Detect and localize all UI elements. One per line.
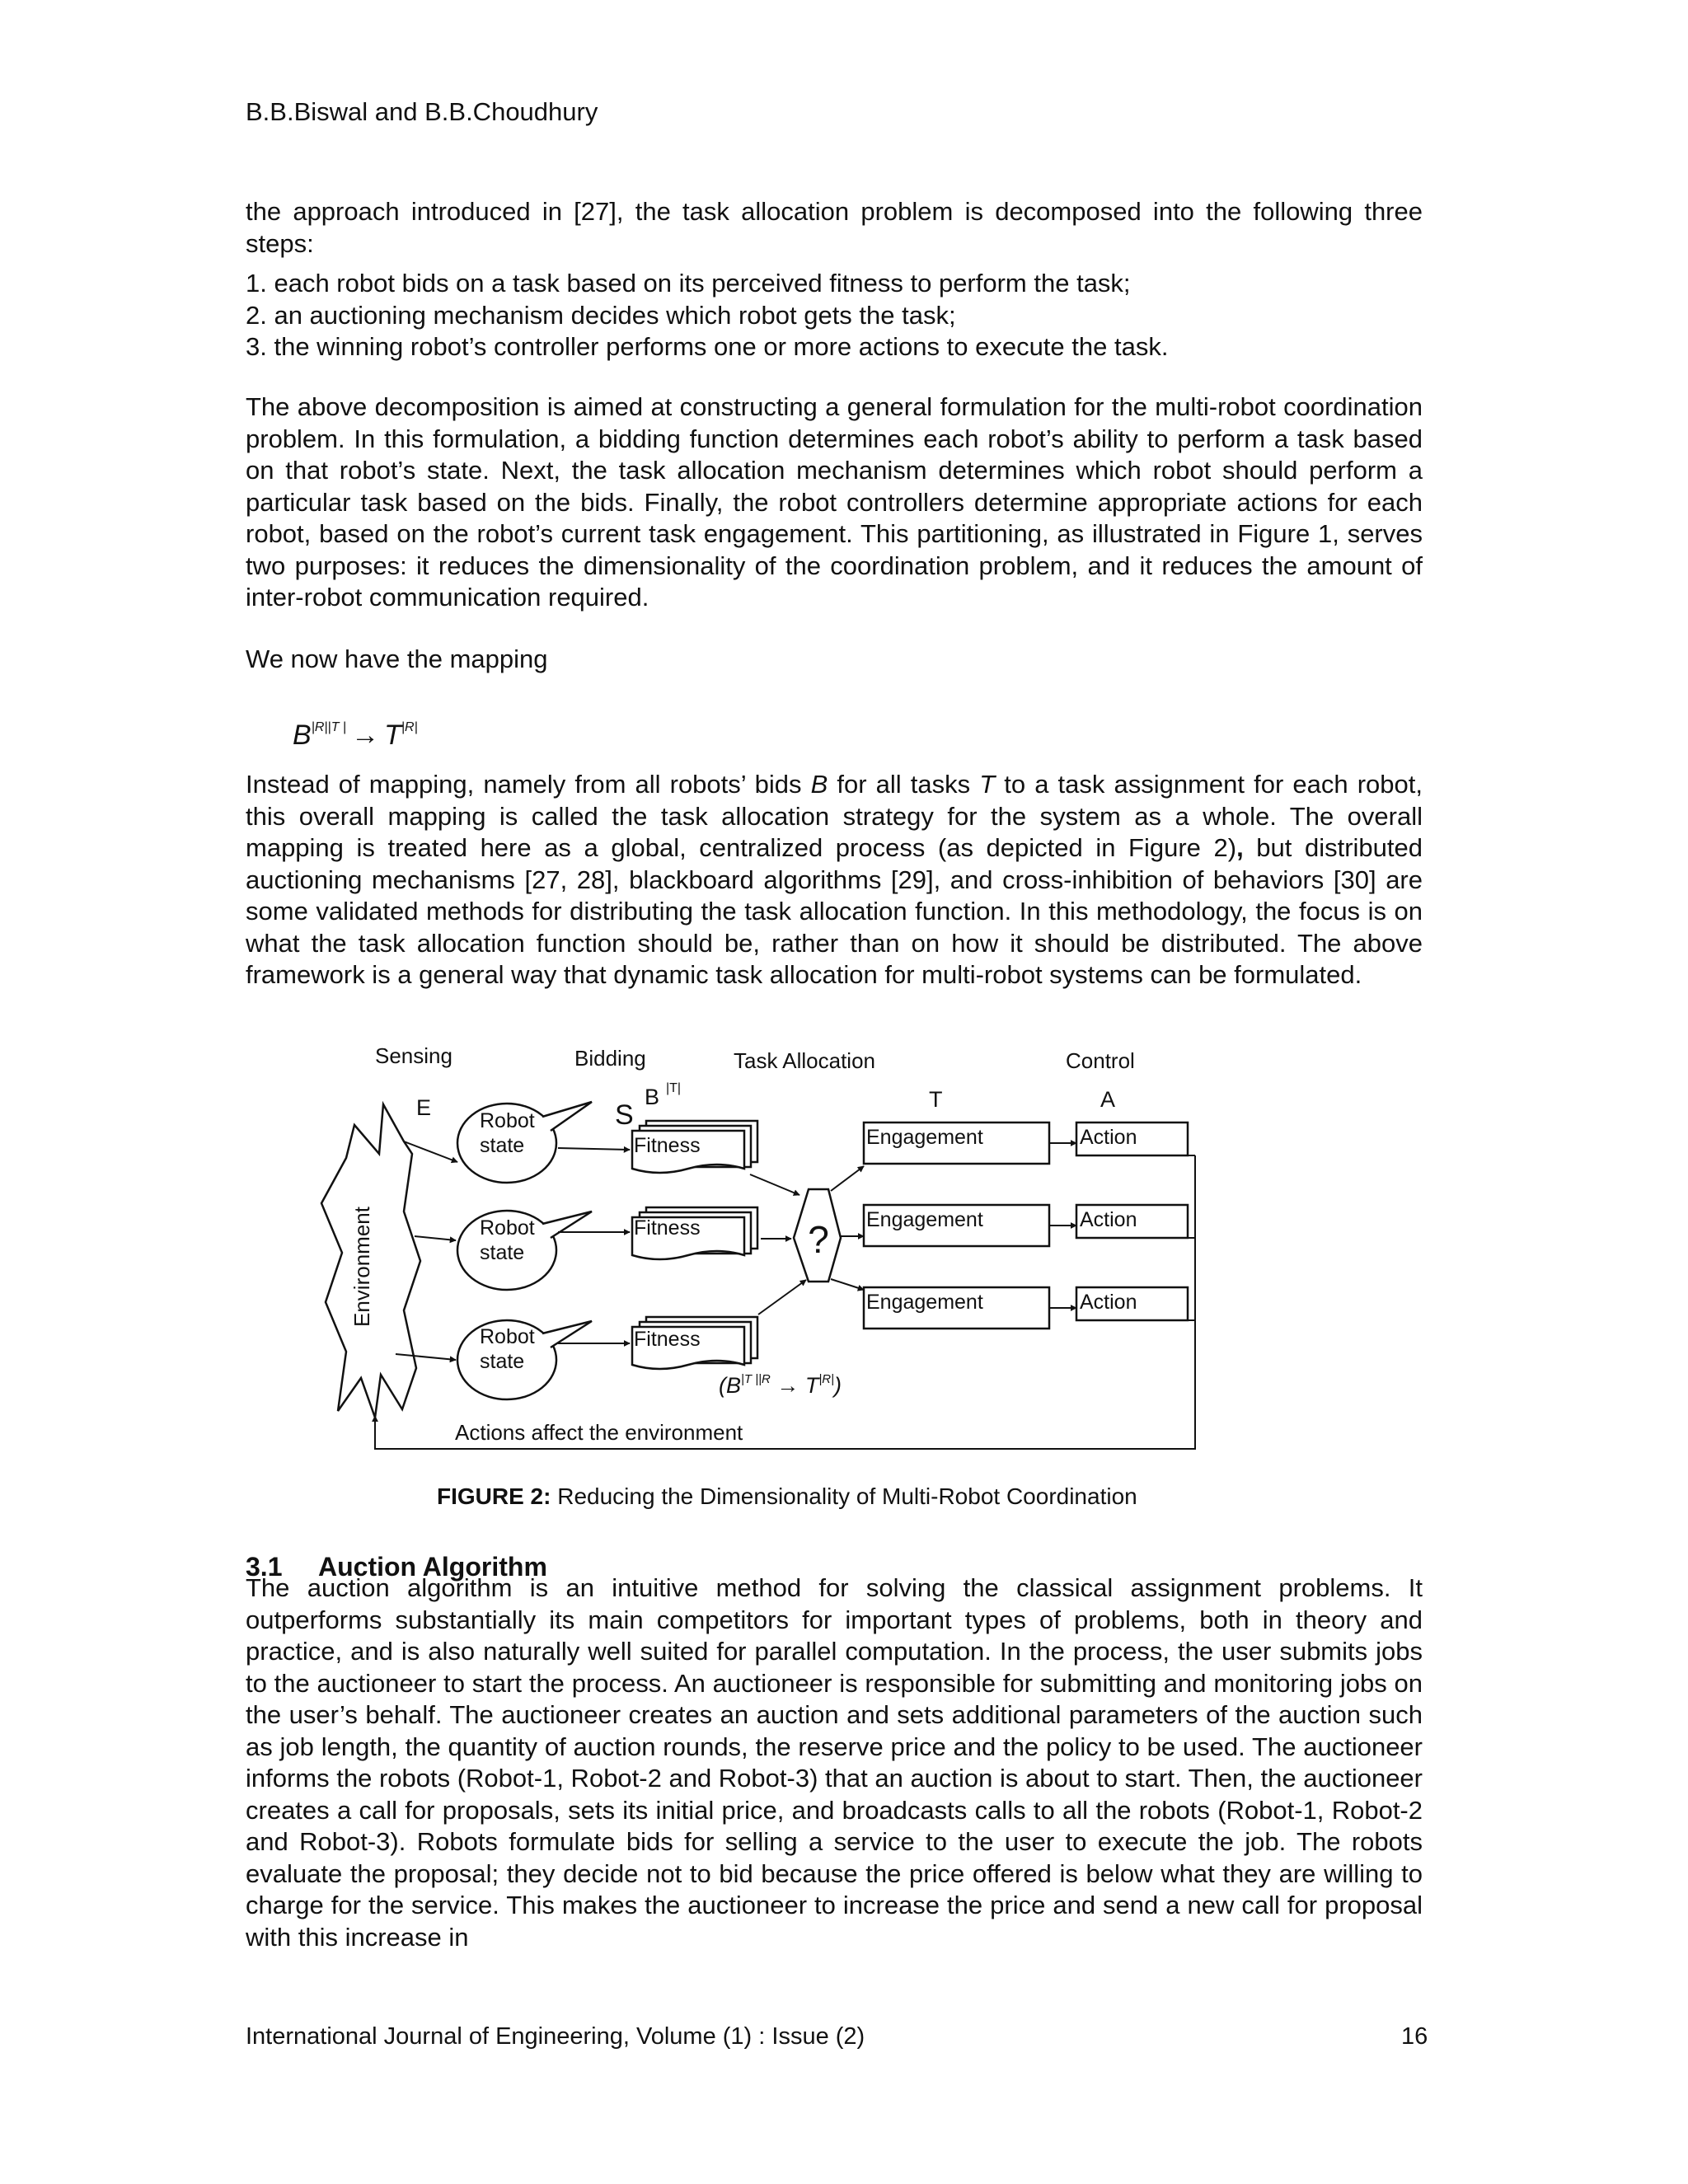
fitness-label: Fitness <box>634 1216 701 1240</box>
col-bidding: Bidding <box>574 1046 646 1071</box>
col-control: Control <box>1066 1048 1135 1073</box>
robot-label: Robot <box>480 1325 535 1348</box>
formula-base-sup: |R||T | <box>311 720 347 734</box>
environment-label: Environment <box>349 1207 374 1327</box>
page-number: 16 <box>1401 2023 1428 2050</box>
text-run-bold: , <box>1236 833 1244 862</box>
formula-target: T <box>384 719 401 751</box>
fitness-stack <box>632 1207 757 1259</box>
mapping-open: (B <box>719 1373 741 1398</box>
task-allocator <box>794 1189 841 1282</box>
col-sensing: Sensing <box>375 1043 452 1068</box>
state-label: state <box>480 1350 525 1373</box>
mapping-close: ) <box>834 1373 842 1398</box>
arrow-allocator-engagement <box>831 1166 864 1191</box>
question-mark: ? <box>808 1218 829 1261</box>
col-task-allocation: Task Allocation <box>734 1048 875 1073</box>
fitness-stack <box>632 1317 757 1369</box>
fitness-label: Fitness <box>634 1328 701 1351</box>
caption-text: Reducing the Dimensionality of Multi-Robot Coordination <box>551 1483 1137 1509</box>
robot-state-bubble <box>457 1102 592 1183</box>
action-label: Action <box>1080 1208 1137 1231</box>
mapping-arrow: → T <box>770 1373 819 1398</box>
formula-base: B <box>293 719 312 751</box>
formula-target-sup: |R| <box>401 720 418 734</box>
arrow-fitness-allocator <box>758 1280 806 1315</box>
step-item: 1. each robot bids on a task based on its perceived fitness to perform the task; <box>246 269 1131 298</box>
action-label: Action <box>1080 1126 1137 1149</box>
letter-t: T <box>929 1087 943 1112</box>
text-run: for all tasks <box>828 770 980 799</box>
robot-label: Robot <box>480 1216 535 1240</box>
engagement-label: Engagement <box>866 1208 983 1231</box>
text-run: to a task assignment for each robot, this overall mapping is called the task allocation strategy for the system as a whole. The overall mapping is treated here as a global, centralized process (as depicted in Figure 2) <box>246 770 1423 862</box>
state-label: state <box>480 1241 525 1264</box>
mapping-sup: |R| <box>818 1372 834 1386</box>
arrow-env-robot <box>415 1236 456 1240</box>
robot-state-bubble <box>457 1211 592 1290</box>
engagement-label: Engagement <box>866 1126 983 1149</box>
letter-s: S <box>615 1099 634 1131</box>
feedback-label: Actions affect the environment <box>455 1420 743 1445</box>
intro-paragraph: the approach introduced in [27], the task allocation problem is decomposed into the following three steps: <box>246 197 1423 258</box>
arrow-fitness-allocator <box>750 1174 799 1195</box>
caption-label: FIGURE 2: <box>437 1483 551 1509</box>
arrow-allocator-engagement <box>831 1279 864 1290</box>
step-item: 2. an auctioning mechanism decides which robot gets the task; <box>246 300 956 330</box>
text-run: Instead of mapping, namely from all robots’ bids <box>246 770 811 799</box>
section-body: The auction algorithm is an intuitive method for solving the classical assignment problems. It outperforms substantially its main competitors for important types of problems, both in theory and practice, and is also naturally well suited for parallel computation. In the process, the user submits jobs to the auctioneer to start the process. An auctioneer is responsible for submitting and monitoring jobs on the user’s behalf. The auctioneer creates an auction and sets additional parameters of the auction such as job length, the quantity of auction rounds, the reserve price and the policy to be used. The auctioneer informs the robots (Robot-1, Robot-2 and Robot-3) that an auction is about to start. Then, the auctioneer creates a call for proposals, sets its initial price, and broadcasts calls to all the robots (Robot-1, Robot-2 and Robot-3). Robots formulate bids for selling a service to the user to execute the job. The robots evaluate the proposal; they decide not to bid because the price offered is below what they are willing to charge for the service. This makes the auctioneer to increase the price and send a new call for proposal with this increase in <box>246 1573 1423 1952</box>
text-run: but distributed auctioning mechanisms [27, 28], blackboard algorithms [29], and cross-inhibition of behaviors [30] are some validated methods for distributing the task allocation function. In this methodology, the focus is on what the task allocation function should be, rather than on how it should be distributed. The above framework is a general way that dynamic task allocation for multi-robot systems can be formulated. <box>246 833 1423 989</box>
letter-a: A <box>1100 1087 1116 1112</box>
feedback-loop <box>375 1155 1195 1449</box>
mapping-annotation <box>719 1372 842 1398</box>
step-item: 3. the winning robot’s controller performs one or more actions to execute the task. <box>246 332 1169 361</box>
mapping-intro: We now have the mapping <box>246 644 548 673</box>
fitness-label: Fitness <box>634 1134 701 1157</box>
section-title: Auction Algorithm <box>318 1552 547 1582</box>
fitness-stack <box>632 1121 757 1173</box>
mapping-sup: |T ||R <box>741 1372 771 1386</box>
footer-journal: International Journal of Engineering, Volume (1) : Issue (2) <box>246 2023 865 2050</box>
letter-e: E <box>416 1095 432 1120</box>
running-header: B.B.Biswal and B.B.Choudhury <box>246 97 598 126</box>
robot-label: Robot <box>480 1109 535 1132</box>
text-run-italic: B <box>810 770 828 799</box>
letter-b: B <box>645 1085 660 1109</box>
robot-state-bubble <box>457 1320 592 1399</box>
text-run-italic: T <box>979 770 996 799</box>
formula-arrow: → <box>351 719 380 751</box>
decomposition-paragraph: The above decomposition is aimed at constructing a general formulation for the multi-robot coordination problem. In this formulation, a bidding function determines each robot’s ability to perform a task based on that robot’s state. Next, the task allocation mechanism determines which robot should perform a particular task based on the bids. Finally, the robot controllers determine appropriate actions for each robot, based on the robot’s current task engagement. This partitioning, as illustrated in Figure 1, serves two purposes: it reduces the dimensionality of the coordination problem, and it reduces the amount of inter-robot communication required. <box>246 392 1423 612</box>
section-number: 3.1 <box>246 1552 283 1582</box>
state-label: state <box>480 1134 525 1157</box>
letter-b-sup: |T| <box>666 1081 682 1095</box>
figure-caption <box>437 1483 1137 1510</box>
arrow-robot-fitness <box>558 1148 630 1150</box>
engagement-label: Engagement <box>866 1291 983 1314</box>
action-label: Action <box>1080 1291 1137 1314</box>
